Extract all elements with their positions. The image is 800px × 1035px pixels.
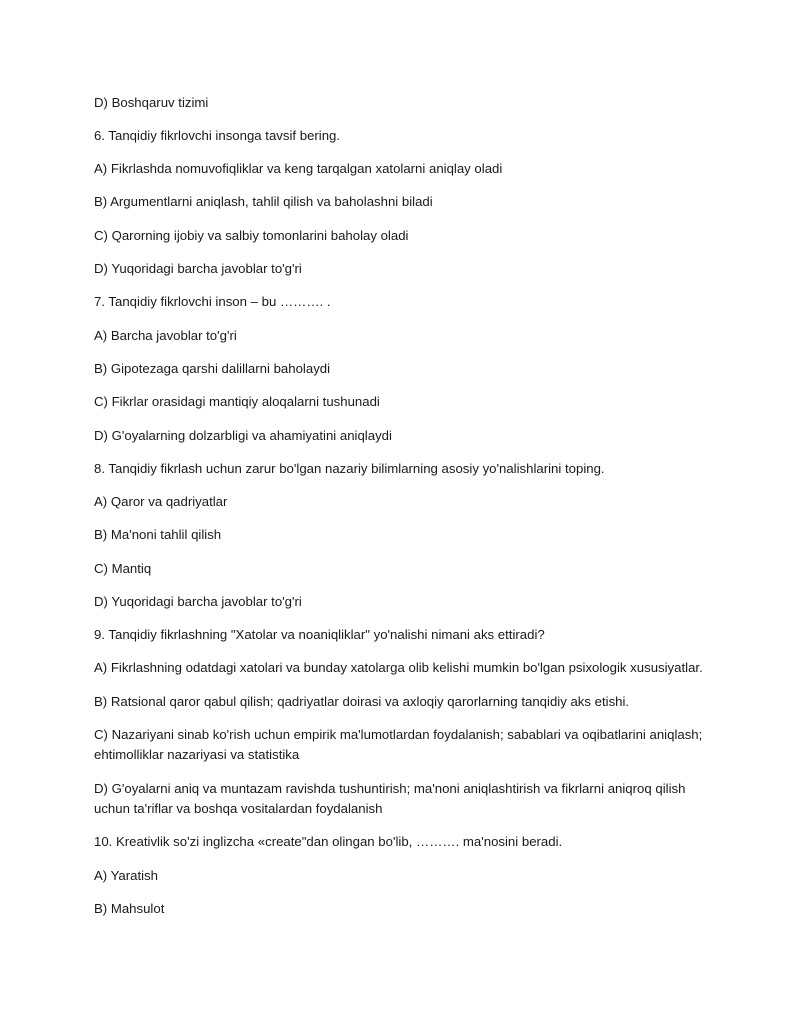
answer-option-d: D) G'oyalarni aniq va muntazam ravishda tushuntirish; ma'noni aniqlashtirish va fikrlarni aniqroq qilish uchun ta'riflar va boshqa vositalardan foydalanish xyxy=(94,781,686,816)
answer-option-b: B) Argumentlarni aniqlash, tahlil qilish va baholashni biladi xyxy=(94,194,433,209)
question-10: 10. Kreativlik so'zi inglizcha «create"dan olingan bo'lib, ………. ma'nosini beradi. xyxy=(94,834,563,849)
answer-option-d: D) G'oyalarning dolzarbligi va ahamiyatini aniqlaydi xyxy=(94,428,392,443)
question-9: 9. Tanqidiy fikrlashning "Xatolar va noaniqliklar" yo'nalishi nimani aks ettiradi? xyxy=(94,627,545,642)
answer-option-c: C) Fikrlar orasidagi mantiqiy aloqalarni tushunadi xyxy=(94,394,380,409)
answer-option-c: C) Mantiq xyxy=(94,561,152,576)
answer-option-a: A) Qaror va qadriyatlar xyxy=(94,494,228,509)
answer-option-c: C) Qarorning ijobiy va salbiy tomonlarini baholay oladi xyxy=(94,228,409,243)
question-8: 8. Tanqidiy fikrlash uchun zarur bo'lgan nazariy bilimlarning asosiy yo'nalishlarini toping. xyxy=(94,461,605,476)
answer-option-a: A) Barcha javoblar to'g'ri xyxy=(94,328,237,343)
answer-option-d: D) Boshqaruv tizimi xyxy=(94,95,209,110)
answer-option-a: A) Fikrlashning odatdagi xatolari va bunday xatolarga olib kelishi mumkin bo'lgan psixologik xususiyatlar. xyxy=(94,660,703,675)
answer-option-c: C) Nazariyani sinab ko'rish uchun empirik ma'lumotlardan foydalanish; sabablari va oqibatlarini aniqlash; ehtimolliklar nazariyasi va statistika xyxy=(94,727,703,762)
answer-option-b: B) Ratsional qaror qabul qilish; qadriyatlar doirasi va axloqiy qarorlarning tanqidiy aks etishi. xyxy=(94,694,630,709)
answer-option-d: D) Yuqoridagi barcha javoblar to'g'ri xyxy=(94,261,302,276)
answer-option-a: A) Fikrlashda nomuvofiqliklar va keng tarqalgan xatolarni aniqlay oladi xyxy=(94,161,503,176)
answer-option-d: D) Yuqoridagi barcha javoblar to'g'ri xyxy=(94,594,302,609)
answer-option-b: B) Ma'noni tahlil qilish xyxy=(94,527,222,542)
answer-option-b: B) Gipotezaga qarshi dalillarni baholaydi xyxy=(94,361,331,376)
answer-option-a: A) Yaratish xyxy=(94,868,159,883)
question-7: 7. Tanqidiy fikrlovchi inson – bu ………. . xyxy=(94,294,331,309)
question-6: 6. Tanqidiy fikrlovchi insonga tavsif bering. xyxy=(94,128,341,143)
answer-option-b: B) Mahsulot xyxy=(94,901,165,916)
